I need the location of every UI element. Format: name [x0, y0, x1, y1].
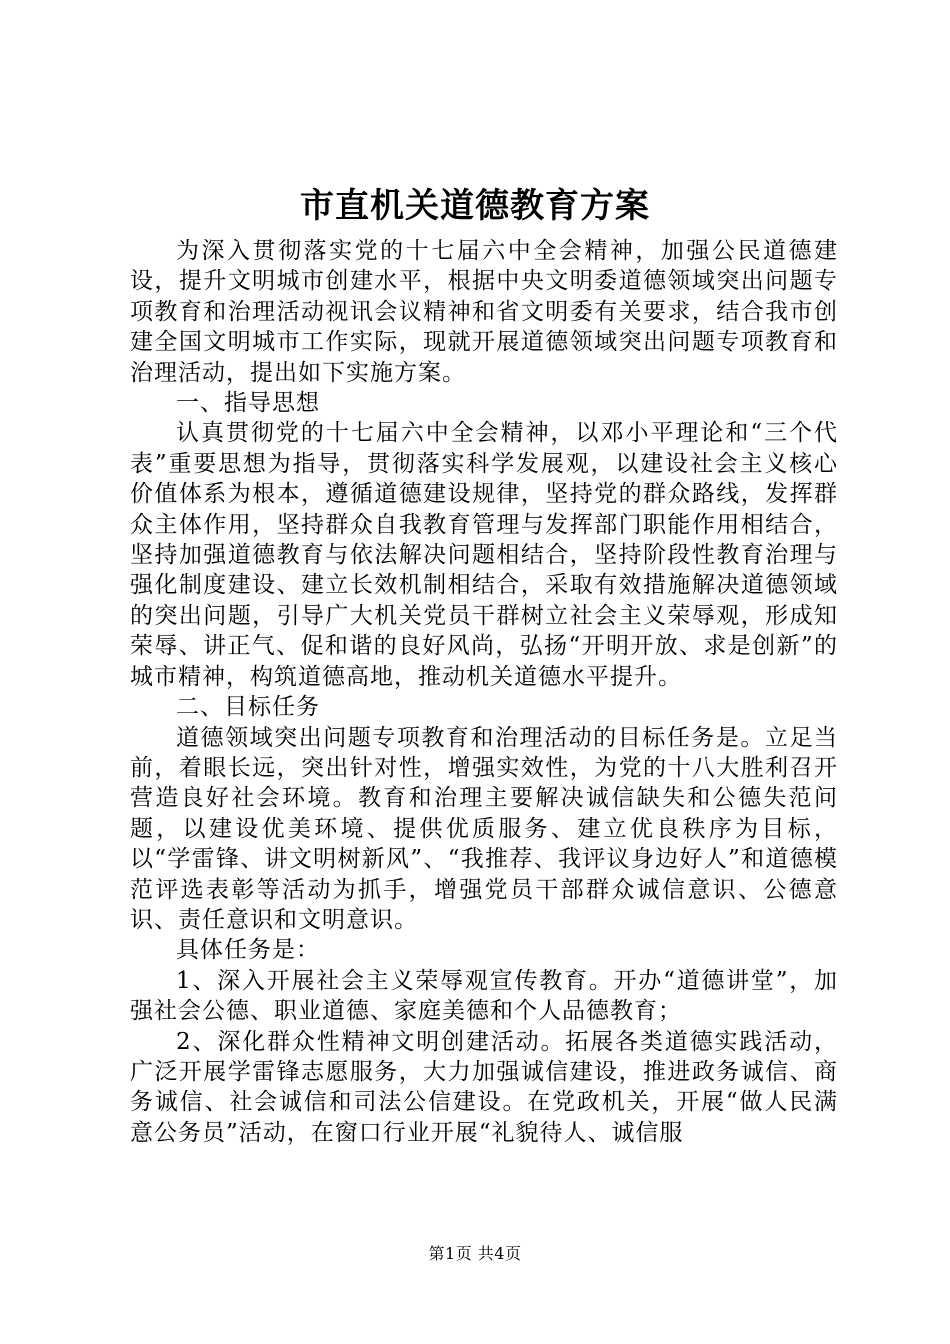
- intro-paragraph: 为深入贯彻落实党的十七届六中全会精神，加强公民道德建设，提升文明城市创建水平，根据中央文明委道德领域突出问题专项教育和治理活动视讯会议精神和省文明委有关要求，结合我市创建全国文明城市工作实际，现就开展道德领域突出问题专项教育和治理活动，提出如下实施方案。: [130, 238, 838, 386]
- specific-tasks-heading: 具体任务是：: [176, 937, 320, 964]
- section-heading-goals: 二、目标任务: [176, 694, 320, 721]
- guiding-thought-paragraph: 认真贯彻党的十七届六中全会精神，以邓小平理论和“三个代表”重要思想为指导，贯彻落实科学发展观，以建设社会主义核心价值体系为根本，遵循道德建设规律，坚持党的群众路线，发挥群众主体作用，坚持群众自我教育管理与发挥部门职能作用相结合，坚持加强道德教育与依法解决问题相结合，坚持阶段性教育治理与强化制度建设、建立长效机制相结合，采取有效措施解决道德领域的突出问题，引导广大机关党员干群树立社会主义荣辱观，形成知荣辱、讲正气、促和谐的良好风尚，弘扬“开明开放、求是创新”的城市精神，构筑道德高地，推动机关道德水平提升。: [130, 420, 838, 690]
- goals-paragraph: 道德领域突出问题专项教育和治理活动的目标任务是。立足当前，着眼长远，突出针对性，增强实效性，为党的十八大胜利召开营造良好社会环境。教育和治理主要解决诚信缺失和公德失范问题，以建设优美环境、提供优质服务、建立优良秩序为目标，以“学雷锋、讲文明树新风”、“我推荐、我评议身边好人”和道德模范评选表彰等活动为抓手，增强党员干部群众诚信意识、公德意识、责任意识和文明意识。: [130, 724, 838, 933]
- document-body: [130, 236, 838, 1148]
- task-item-2: 2、深化群众性精神文明创建活动。拓展各类道德实践活动，广泛开展学雷锋志愿服务，大力加强诚信建设，推进政务诚信、商务诚信、社会诚信和司法公信建设。在党政机关，开展“做人民满意公务员”活动，在窗口行业开展“礼貌待人、诚信服: [130, 1028, 838, 1146]
- page-footer: 第1页 共4页: [428, 1244, 522, 1263]
- section-heading-guiding-thought: 一、指导思想: [176, 390, 320, 417]
- task-item-1: 1、深入开展社会主义荣辱观宣传教育。开办“道德讲堂”，加强社会公德、职业道德、家庭美德和个人品德教育；: [130, 967, 838, 1025]
- document-title: 市直机关道德教育方案: [300, 186, 650, 226]
